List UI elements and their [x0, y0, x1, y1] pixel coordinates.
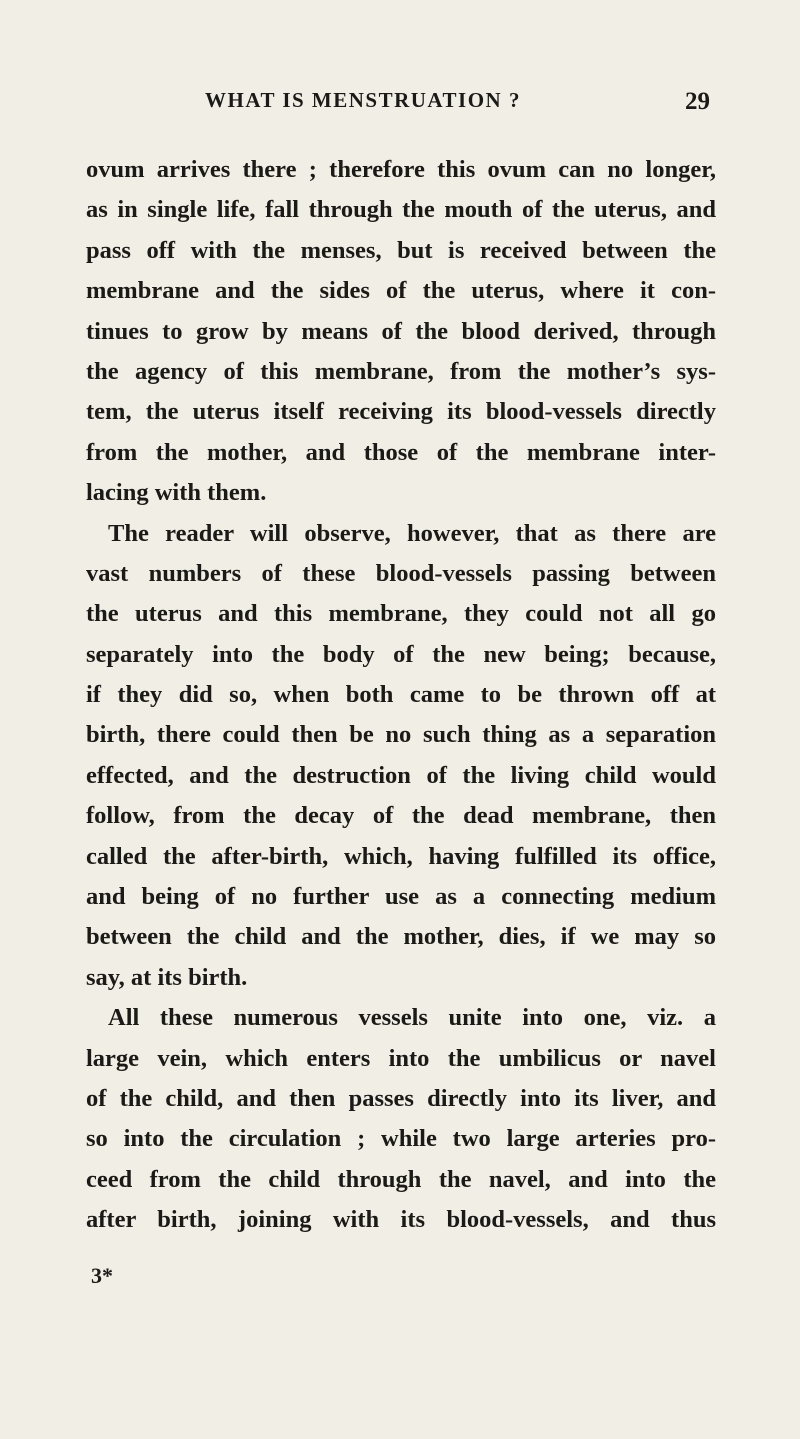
text-line: say, at its birth. [86, 963, 248, 991]
text-line: effected, and the destruction of the living child would [86, 761, 716, 789]
text-line: of the child, and then passes directly into its liver, and [86, 1084, 716, 1112]
text-line: separately into the body of the new being; because, [86, 640, 716, 668]
body-text [86, 150, 716, 1241]
text-line: between the child and the mother, dies, if we may so [86, 923, 716, 951]
text-line: lacing with them. [86, 479, 267, 507]
text-line: ceed from the child through the navel, and into the [86, 1165, 716, 1193]
text-line: the uterus and this membrane, they could not all go [86, 600, 716, 628]
text-line: as in single life, fall through the mouth of the uterus, and [86, 196, 716, 224]
text-line: tem, the uterus itself receiving its blood-vessels directly [86, 398, 716, 426]
text-line: follow, from the decay of the dead membrane, then [86, 802, 716, 830]
text-line: and being of no further use as a connecting medium [86, 883, 716, 911]
text-line: birth, there could then be no such thing as a separation [86, 721, 716, 749]
page-number: 29 [685, 88, 710, 115]
text-line: after birth, joining with its blood-vessels, and thus [86, 1206, 716, 1234]
text-line: tinues to grow by means of the blood derived, through [86, 317, 716, 345]
text-line: membrane and the sides of the uterus, where it con- [86, 277, 716, 305]
running-head [205, 88, 710, 122]
text-line: All these numerous vessels unite into one, viz. a [108, 1004, 716, 1032]
text-line: vast numbers of these blood-vessels passing between [86, 559, 716, 587]
text-line: The reader will observe, however, that as there are [108, 519, 716, 547]
text-line: pass off with the menses, but is received between the [86, 236, 716, 264]
signature-mark: 3* [91, 1263, 113, 1288]
text-line: large vein, which enters into the umbilicus or navel [86, 1044, 716, 1072]
text-line: the agency of this membrane, from the mother’s sys- [86, 357, 716, 385]
text-line: if they did so, when both came to be thrown off at [86, 681, 716, 709]
text-line: called the after-birth, which, having fulfilled its office, [86, 842, 716, 870]
text-line: from the mother, and those of the membrane inter- [86, 438, 716, 466]
text-line: ovum arrives there ; therefore this ovum can no longer, [86, 156, 716, 183]
running-title: WHAT IS MENSTRUATION ? [205, 88, 521, 112]
text-line: so into the circulation ; while two large arteries pro- [86, 1125, 716, 1153]
